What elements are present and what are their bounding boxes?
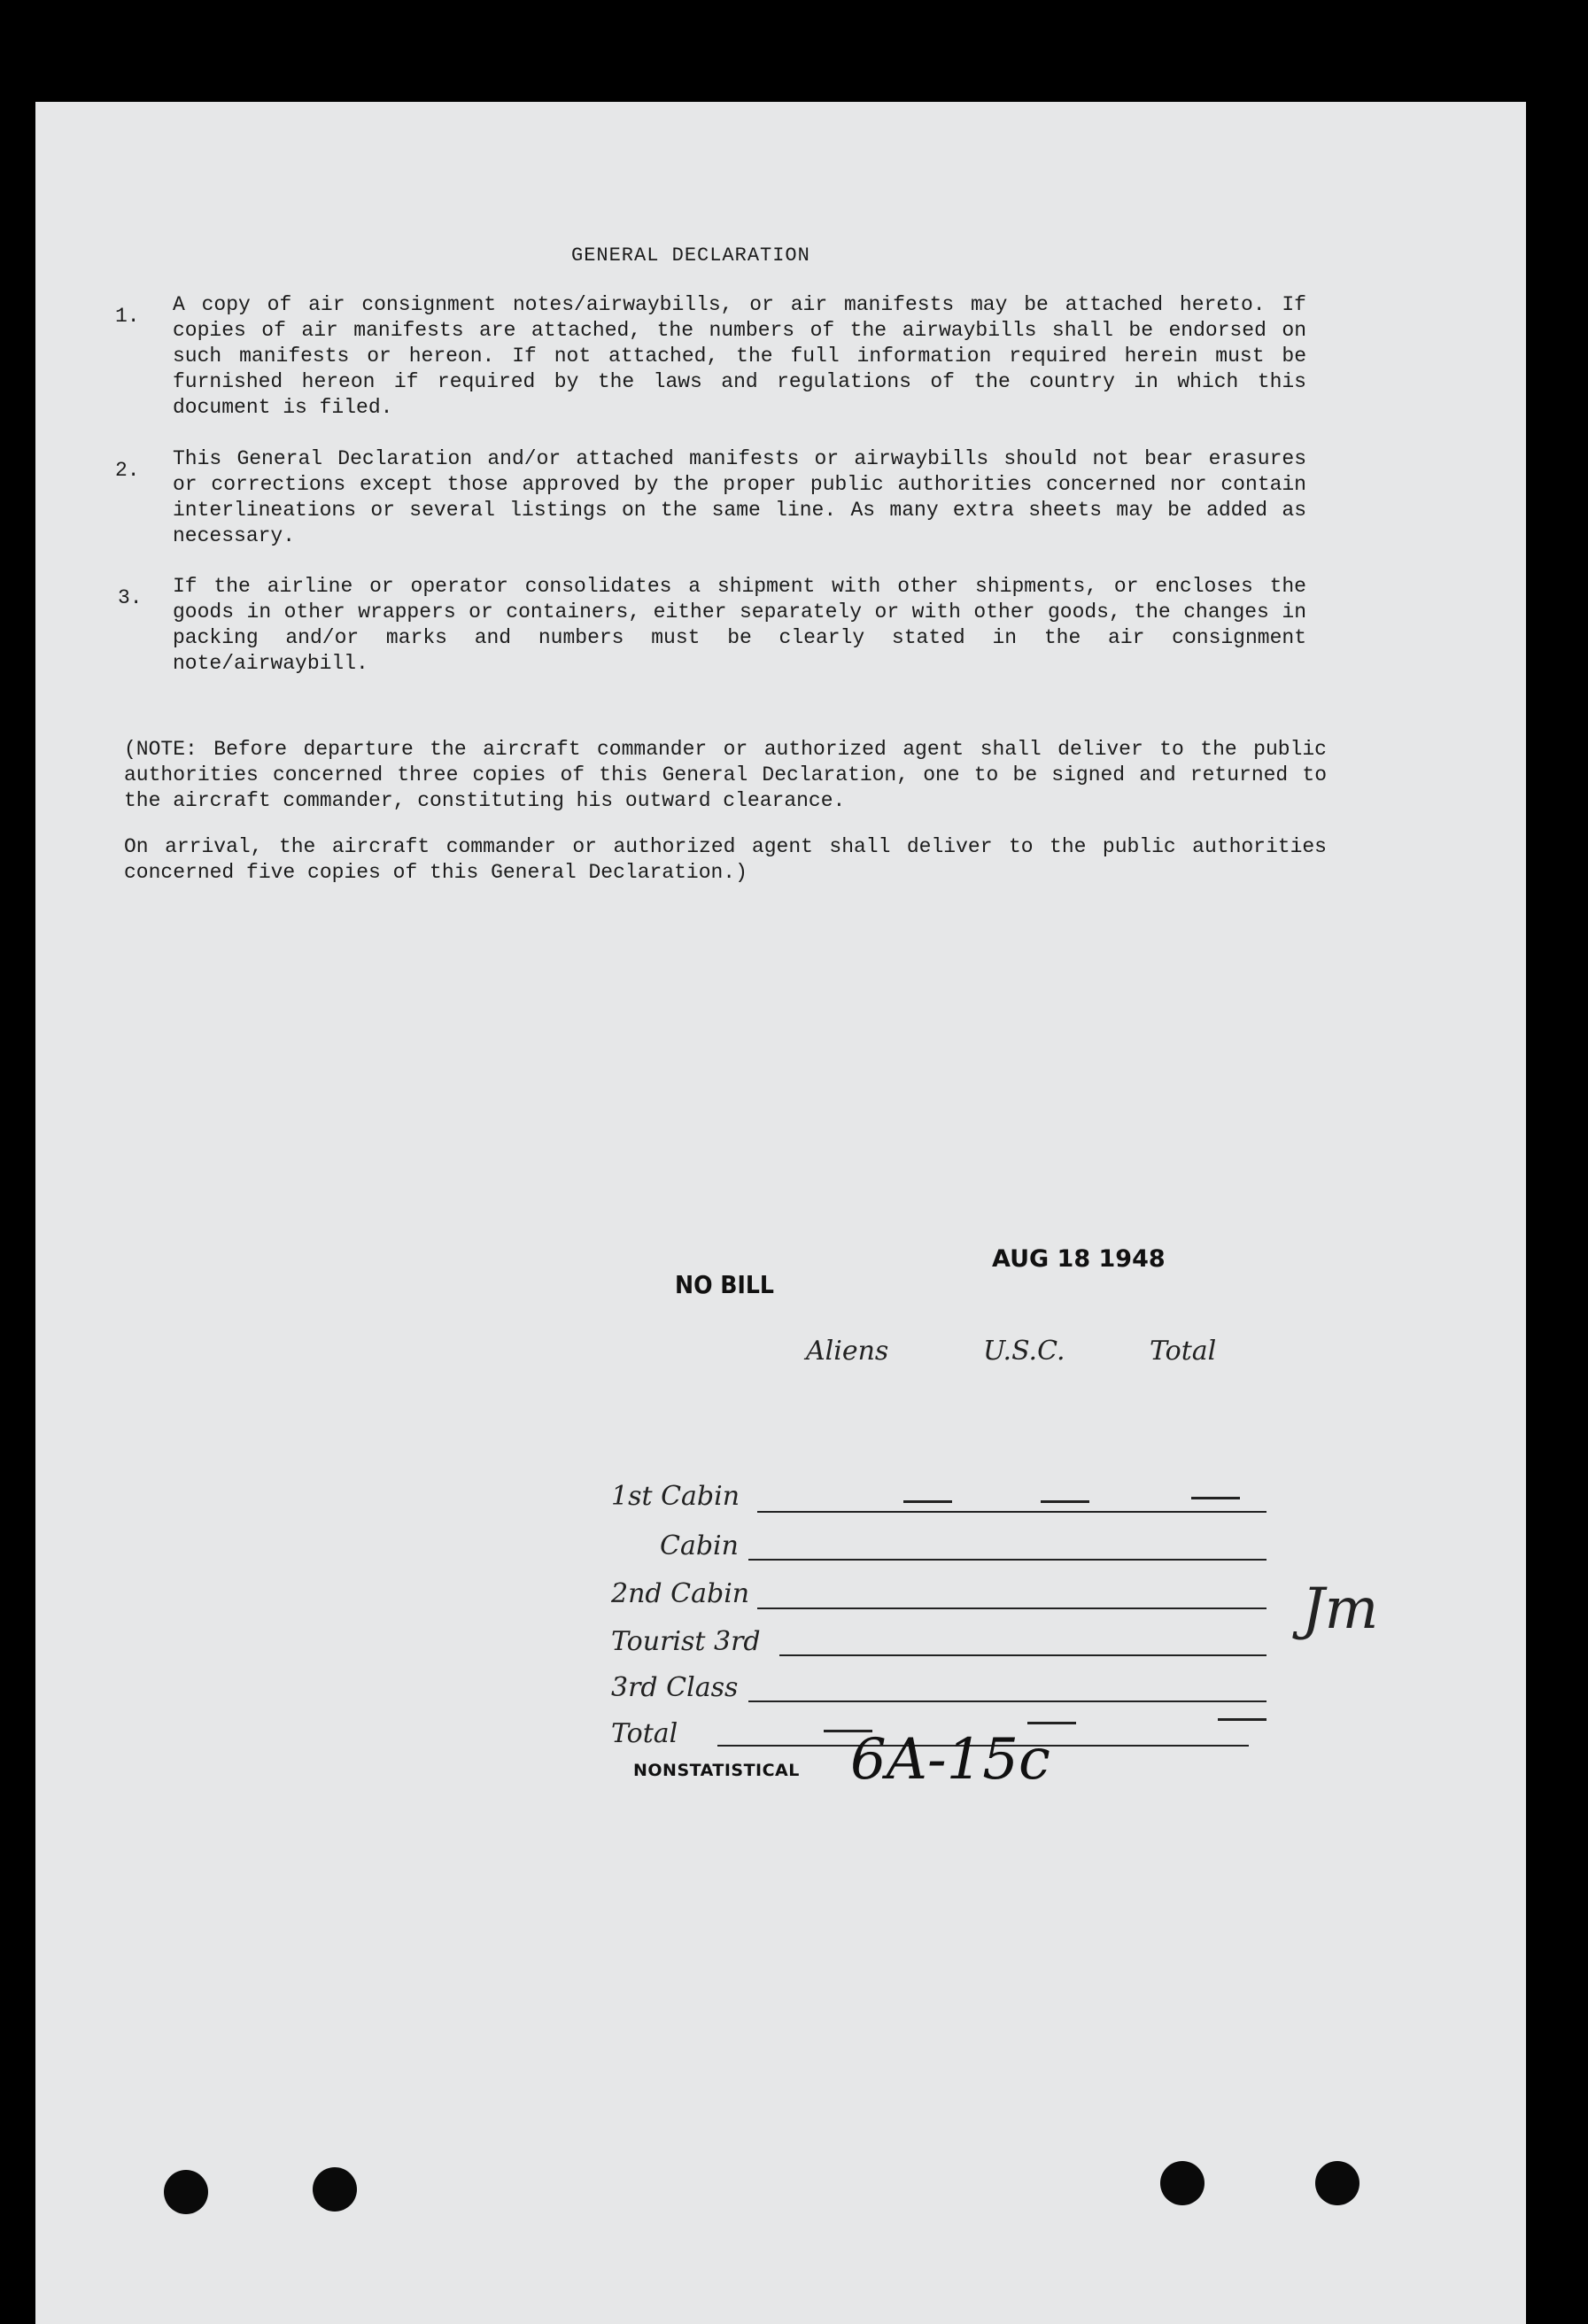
paragraph-number: 3.: [118, 586, 143, 609]
row-line: [779, 1654, 1267, 1656]
row-label-1st-cabin: 1st Cabin: [611, 1481, 740, 1512]
column-header-usc: U.S.C.: [983, 1336, 1065, 1367]
paragraph-2: This General Declaration and/or attached manifests or airwaybills should not bear erasures or corrections except those approved by the proper public authorities concerned nor contain interlineations or several listings on the same line. As many extra sheets may be added as necessary.: [173, 447, 1306, 547]
column-header-total: Total: [1150, 1336, 1217, 1367]
row-label-tourist-3rd: Tourist 3rd: [611, 1626, 761, 1657]
punch-hole: [313, 2167, 357, 2212]
dash-mark: [903, 1500, 952, 1503]
row-line: [757, 1511, 1267, 1513]
row-label-2nd-cabin: 2nd Cabin: [611, 1578, 750, 1609]
handwritten-code: 6A-15c: [850, 1727, 1050, 1793]
bleed-through-text: [443, 182, 448, 205]
punch-hole: [1315, 2161, 1359, 2205]
note-paragraph: (NOTE: Before departure the aircraft commander or authorized agent shall deliver to the public authorities concerned three copies of this General Declaration, one to be signed and returned to the aircraft commander, constituting his outward clearance.: [124, 738, 1327, 812]
dash-mark: [1218, 1718, 1267, 1721]
document-page: [35, 102, 1526, 2324]
paragraph-number: 1.: [115, 305, 140, 328]
handwritten-initials: Jm: [1302, 1576, 1379, 1642]
paragraph-3: If the airline or operator consolidates a shipment with other shipments, or encloses the goods in other wrappers or containers, either separately or with other goods, the changes in packing and/or marks and numbers must be clearly stated in the air consignment note/airwaybill.: [173, 575, 1306, 675]
dash-mark: [1191, 1497, 1240, 1499]
nonstatistical-stamp: NONSTATISTICAL: [633, 1761, 800, 1780]
document-title: GENERAL DECLARATION: [571, 244, 810, 267]
punch-hole: [1160, 2161, 1205, 2205]
paragraph-1: A copy of air consignment notes/airwaybills, or air manifests may be attached hereto. If copies of air manifests are attached, the numbers of the airwaybills shall be endorsed on such manifests or hereon. If not attached, the full information required herein must be furnished hereon if required by the laws and regulations of the country in which this document is filed.: [173, 293, 1306, 419]
row-line: [748, 1700, 1267, 1702]
arrival-paragraph: On arrival, the aircraft commander or authorized agent shall deliver to the public authorities concerned five copies of this General Declaration.): [124, 835, 1327, 884]
row-label-cabin: Cabin: [660, 1530, 739, 1561]
no-bill-stamp: NO BILL: [675, 1270, 774, 1299]
row-line: [748, 1559, 1267, 1561]
dash-mark: [1041, 1500, 1089, 1503]
dash-mark: [1027, 1722, 1076, 1724]
row-label-3rd-class: 3rd Class: [611, 1672, 739, 1703]
paragraph-number: 2.: [115, 459, 140, 482]
date-stamp: AUG 18 1948: [992, 1245, 1166, 1273]
punch-hole: [164, 2170, 208, 2214]
row-label-total: Total: [611, 1718, 678, 1749]
column-header-aliens: Aliens: [806, 1336, 889, 1367]
row-line: [757, 1607, 1267, 1609]
